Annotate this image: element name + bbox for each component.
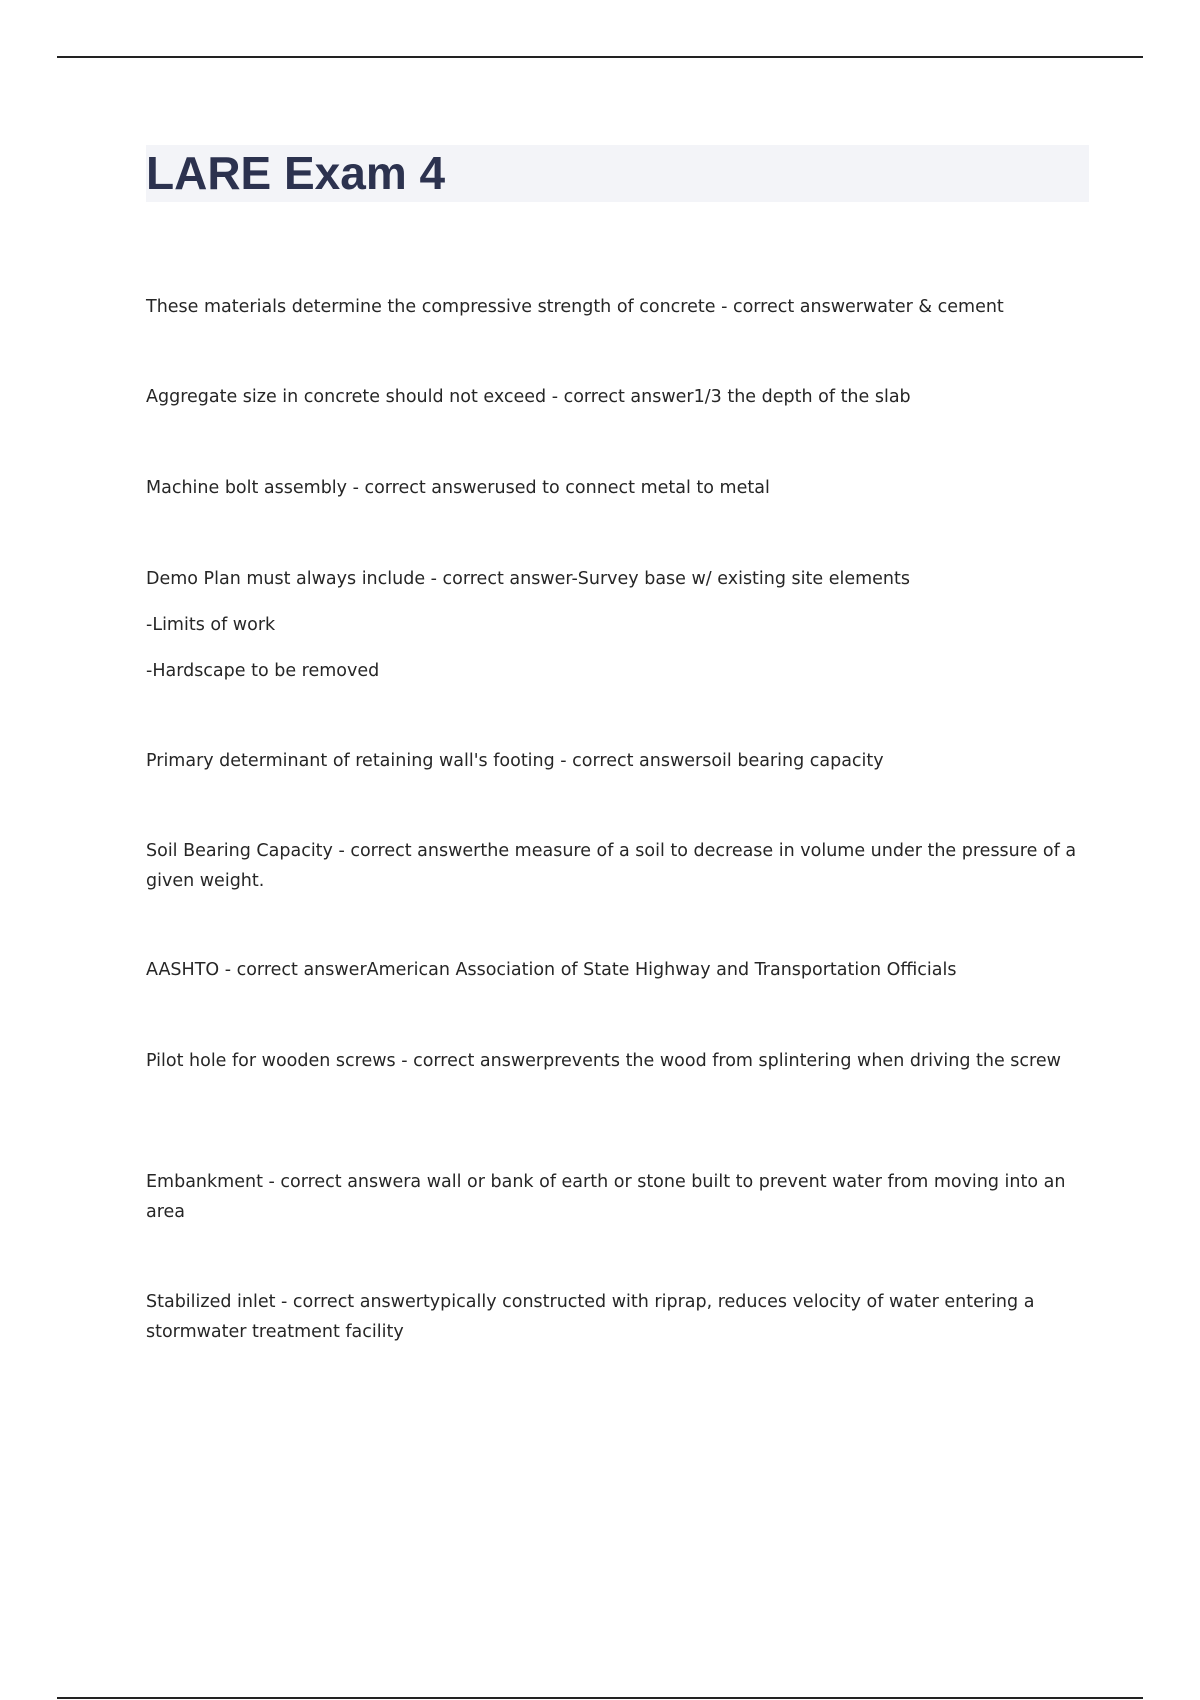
qa-entry (146, 473, 1091, 503)
qa-entry (146, 746, 1091, 776)
qa-sub-line: -Hardscape to be removed (146, 661, 380, 681)
qa-sub-line: -Limits of work (146, 615, 276, 635)
qa-text: Embankment - correct answera wall or bank of earth or stone built to prevent water from moving into an area (146, 1172, 1066, 1222)
bottom-divider (57, 1697, 1143, 1699)
qa-text: Pilot hole for wooden screws - correct answerprevents the wood from splintering when driving the screw (146, 1051, 1061, 1071)
qa-entry (146, 292, 1091, 322)
qa-text: Machine bolt assembly - correct answerused to connect metal to metal (146, 478, 770, 498)
qa-text: Stabilized inlet - correct answertypically constructed with riprap, reduces velocity of water entering a stormwater treatment facility (146, 1292, 1035, 1342)
document-title: LARE Exam 4 (146, 147, 446, 199)
qa-entry (146, 1167, 1091, 1227)
qa-entry (146, 1287, 1091, 1347)
qa-entry (146, 836, 1091, 896)
qa-entry (146, 955, 1091, 985)
qa-text: AASHTO - correct answerAmerican Association of State Highway and Transportation Officials (146, 960, 957, 980)
qa-text: These materials determine the compressive strength of concrete - correct answerwater & cement (146, 297, 1004, 317)
qa-text: Soil Bearing Capacity - correct answerthe measure of a soil to decrease in volume under the pressure of a given weight. (146, 841, 1077, 891)
qa-text: Primary determinant of retaining wall's footing - correct answersoil bearing capacity (146, 751, 884, 771)
qa-entry (146, 382, 1091, 412)
top-divider (57, 56, 1143, 58)
qa-text: Aggregate size in concrete should not exceed - correct answer1/3 the depth of the slab (146, 387, 911, 407)
qa-text: Demo Plan must always include - correct answer-Survey base w/ existing site elements (146, 569, 910, 589)
qa-entry (146, 564, 1091, 686)
qa-entry (146, 1046, 1091, 1076)
